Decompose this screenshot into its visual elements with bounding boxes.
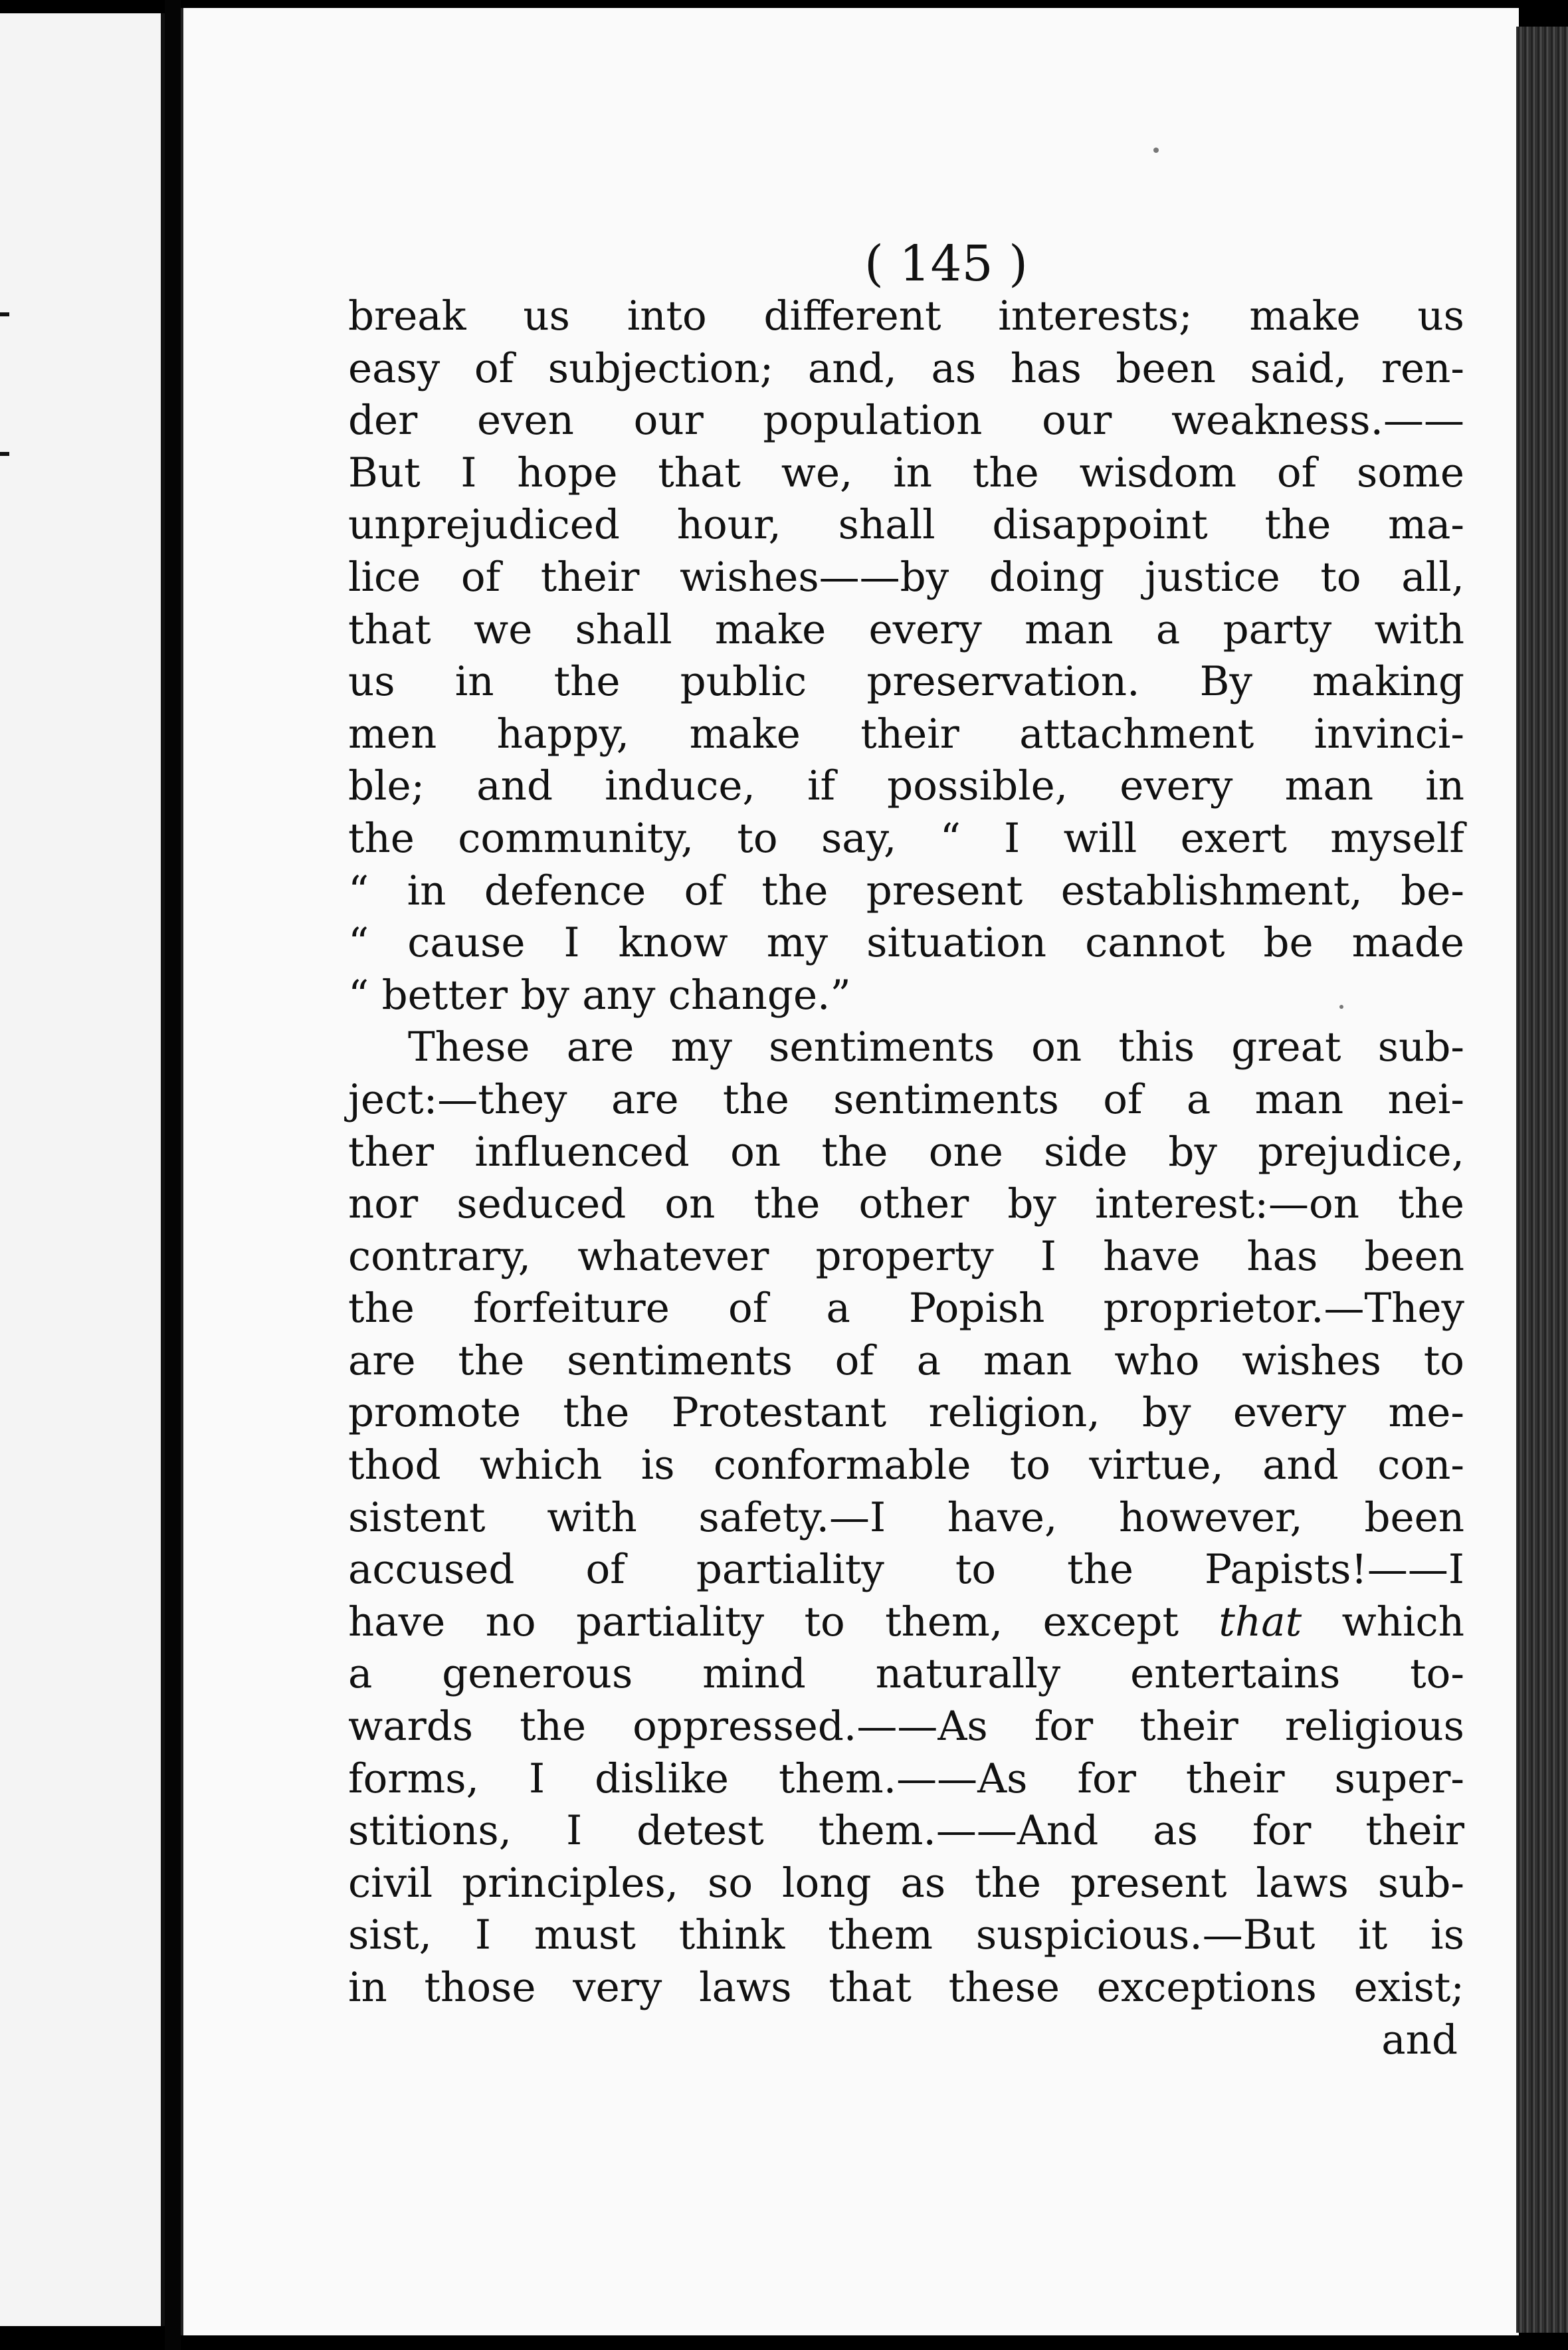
text-line: sistent with safety.—I have, however, been	[348, 1493, 1464, 1541]
catchword: and	[1381, 2016, 1458, 2064]
text-line: ject:—they are the sentiments of a man nei-	[348, 1075, 1464, 1123]
text-line: civil principles, so long as the present laws sub-	[348, 1859, 1464, 1907]
text-line: der even our population our weakness.——	[348, 397, 1464, 445]
text-line: But I hope that we, in the wisdom of some	[348, 449, 1464, 496]
book-gutter	[165, 0, 181, 2350]
text-line: stitions, I detest them.——And as for their	[348, 1807, 1464, 1855]
text-line: break us into different interests; make us	[348, 292, 1464, 340]
page-content	[348, 237, 1464, 2066]
book-page	[181, 8, 1519, 2335]
text-line: sist, I must think them suspicious.—But it is	[348, 1911, 1464, 1959]
text-line: promote the Protestant religion, by every me-	[348, 1389, 1464, 1437]
text-line: ther influenced on the one side by prejudice,	[348, 1128, 1464, 1176]
text-line: are the sentiments of a man who wishes to	[348, 1336, 1464, 1384]
text-line: ble; and induce, if possible, every man in	[348, 762, 1464, 810]
text-line: that we shall make every man a party with	[348, 605, 1464, 653]
text-line: accused of partiality to the Papists!——I	[348, 1546, 1464, 1594]
italic-word: that	[1219, 1598, 1302, 1646]
page-stack-edge	[1516, 27, 1568, 2333]
text-line: thod which is conformable to virtue, and con-	[348, 1442, 1464, 1489]
paper-speck	[1153, 148, 1159, 153]
text-line: nor seduced on the other by interest:—on the	[348, 1180, 1464, 1228]
text-fragment: have no partiality to them, except	[348, 1598, 1179, 1646]
text-line: unprejudiced hour, shall disappoint the ma-	[348, 501, 1464, 549]
text-line: forms, I dislike them.——As for their super-	[348, 1755, 1464, 1802]
body-text	[348, 290, 1464, 2066]
text-line: lice of their wishes——by doing justice to all,	[348, 553, 1464, 601]
page-number: ( 145 )	[864, 235, 1029, 292]
text-line: the community, to say, “ I will exert myself	[348, 814, 1464, 862]
text-line: in those very laws that these exceptions exist;	[348, 1964, 1464, 2011]
text-line: These are my sentiments on this great sub-	[408, 1023, 1464, 1071]
text-line: wards the oppressed.——As for their religious	[348, 1703, 1464, 1751]
text-line	[348, 1596, 1464, 1649]
page-mark	[0, 312, 9, 316]
text-line: men happy, make their attachment invinci-	[348, 710, 1464, 758]
page-mark	[0, 452, 9, 456]
text-line: “ in defence of the present establishment, be-	[348, 867, 1464, 914]
text-line: “ cause I know my situation cannot be made	[348, 919, 1464, 967]
text-fragment: which	[1341, 1598, 1464, 1646]
text-line: the forfeiture of a Popish proprietor.—They	[348, 1285, 1464, 1333]
text-line: us in the public preservation. By making	[348, 658, 1464, 706]
text-line: a generous mind naturally entertains to-	[348, 1650, 1464, 1698]
text-line: easy of subjection; and, as has been said, ren-	[348, 344, 1464, 392]
text-line: “ better by any change.”	[348, 971, 851, 1019]
text-line: contrary, whatever property I have has been	[348, 1232, 1464, 1280]
left-facing-page	[0, 13, 165, 2326]
